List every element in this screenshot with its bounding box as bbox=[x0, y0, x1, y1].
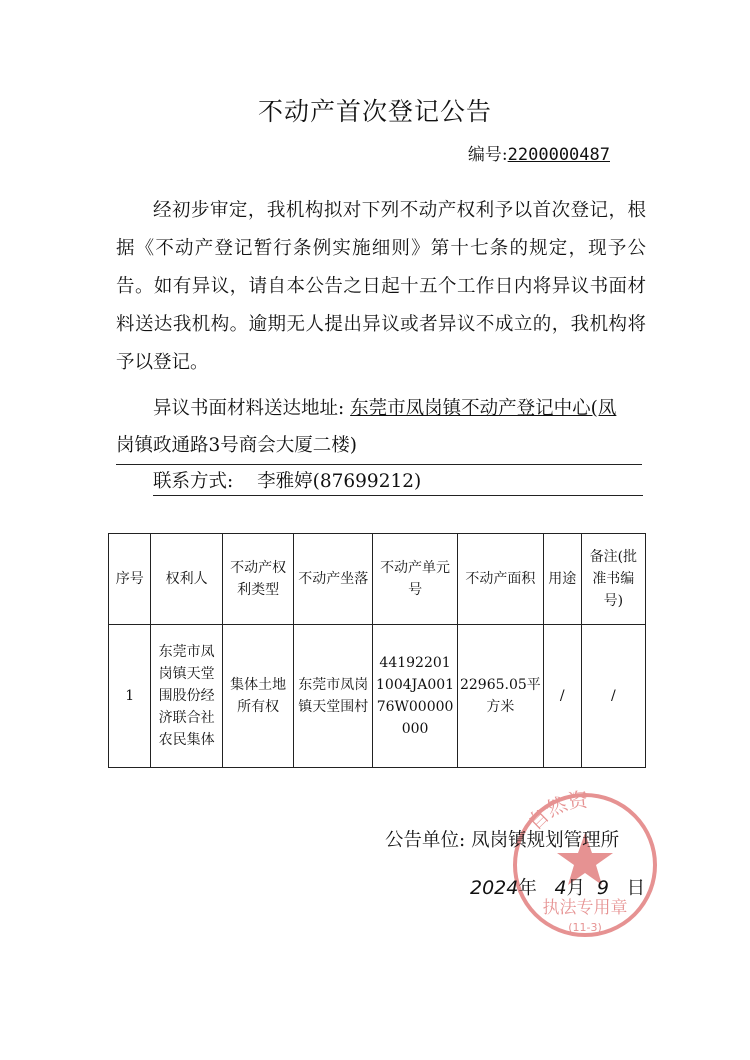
header-area: 不动产面积 bbox=[457, 534, 543, 625]
table-row bbox=[109, 625, 646, 768]
seal-code: (11-3) bbox=[568, 921, 602, 934]
issue-date bbox=[470, 874, 645, 900]
header-index: 序号 bbox=[109, 534, 151, 625]
cell-remark: / bbox=[581, 625, 645, 768]
seal-text-bottom: 执法专用章 bbox=[542, 898, 628, 918]
issuing-unit bbox=[385, 826, 619, 852]
cell-index: 1 bbox=[109, 625, 151, 768]
document-number-value: 2200000487 bbox=[507, 145, 610, 165]
cell-usage: / bbox=[543, 625, 581, 768]
document-number bbox=[468, 140, 610, 165]
contact-info bbox=[153, 467, 643, 496]
date-day: 9 bbox=[596, 877, 609, 899]
header-right-type: 不动产权利类型 bbox=[222, 534, 293, 625]
notice-body-text: 经初步审定，我机构拟对下列不动产权利予以首次登记，根据《不动产登记暂行条例实施细则》第十七条的规定，现予公告。如有异议，请自本公告之日起十五个工作日内将异议书面材料送达我机构。逾期无人提出异议或者异议不成立的，我机构将予以登记。 bbox=[116, 200, 646, 373]
address-label: 异议书面材料送达地址: bbox=[153, 398, 345, 419]
issuing-unit-label: 公告单位: bbox=[385, 830, 466, 851]
cell-location: 东莞市凤岗镇天堂围村 bbox=[294, 625, 373, 768]
date-month-unit: 月 bbox=[566, 878, 586, 899]
registration-table bbox=[108, 533, 646, 768]
header-location: 不动产坐落 bbox=[294, 534, 373, 625]
date-year-unit: 年 bbox=[518, 878, 537, 899]
cell-owner: 东莞市凤岗镇天堂围股份经济联合社农民集体 bbox=[151, 625, 222, 768]
date-year: 2024 bbox=[470, 877, 519, 899]
cell-unit-number: 441922011004JA00176W00000000 bbox=[373, 625, 458, 768]
header-unit-number: 不动产单元号 bbox=[373, 534, 458, 625]
contact-value: 李雅婷(87699212) bbox=[257, 471, 422, 492]
date-month: 4 bbox=[554, 877, 567, 899]
header-owner: 权利人 bbox=[151, 534, 222, 625]
issuing-unit-value: 凤岗镇规划管理所 bbox=[471, 830, 620, 851]
seal-text-top: 自然资 bbox=[522, 787, 590, 835]
contact-label: 联系方式: bbox=[153, 471, 234, 492]
cell-area: 22965.05平方米 bbox=[457, 625, 543, 768]
cell-right-type: 集体土地所有权 bbox=[222, 625, 293, 768]
document-title: 不动产首次登记公告 bbox=[257, 97, 492, 126]
address-value-part1: 东莞市凤岗镇不动产登记中心(凤 bbox=[350, 398, 617, 419]
header-remark: 备注(批准书编号) bbox=[581, 534, 645, 625]
objection-address bbox=[116, 390, 642, 465]
notice-paragraph bbox=[116, 192, 646, 382]
official-seal bbox=[500, 785, 670, 945]
table-header-row bbox=[109, 534, 646, 625]
header-usage: 用途 bbox=[543, 534, 581, 625]
document-number-label: 编号: bbox=[467, 145, 508, 165]
date-day-unit: 日 bbox=[626, 878, 646, 899]
address-value-part2: 岗镇政通路3号商会大厦二楼) bbox=[116, 435, 357, 456]
